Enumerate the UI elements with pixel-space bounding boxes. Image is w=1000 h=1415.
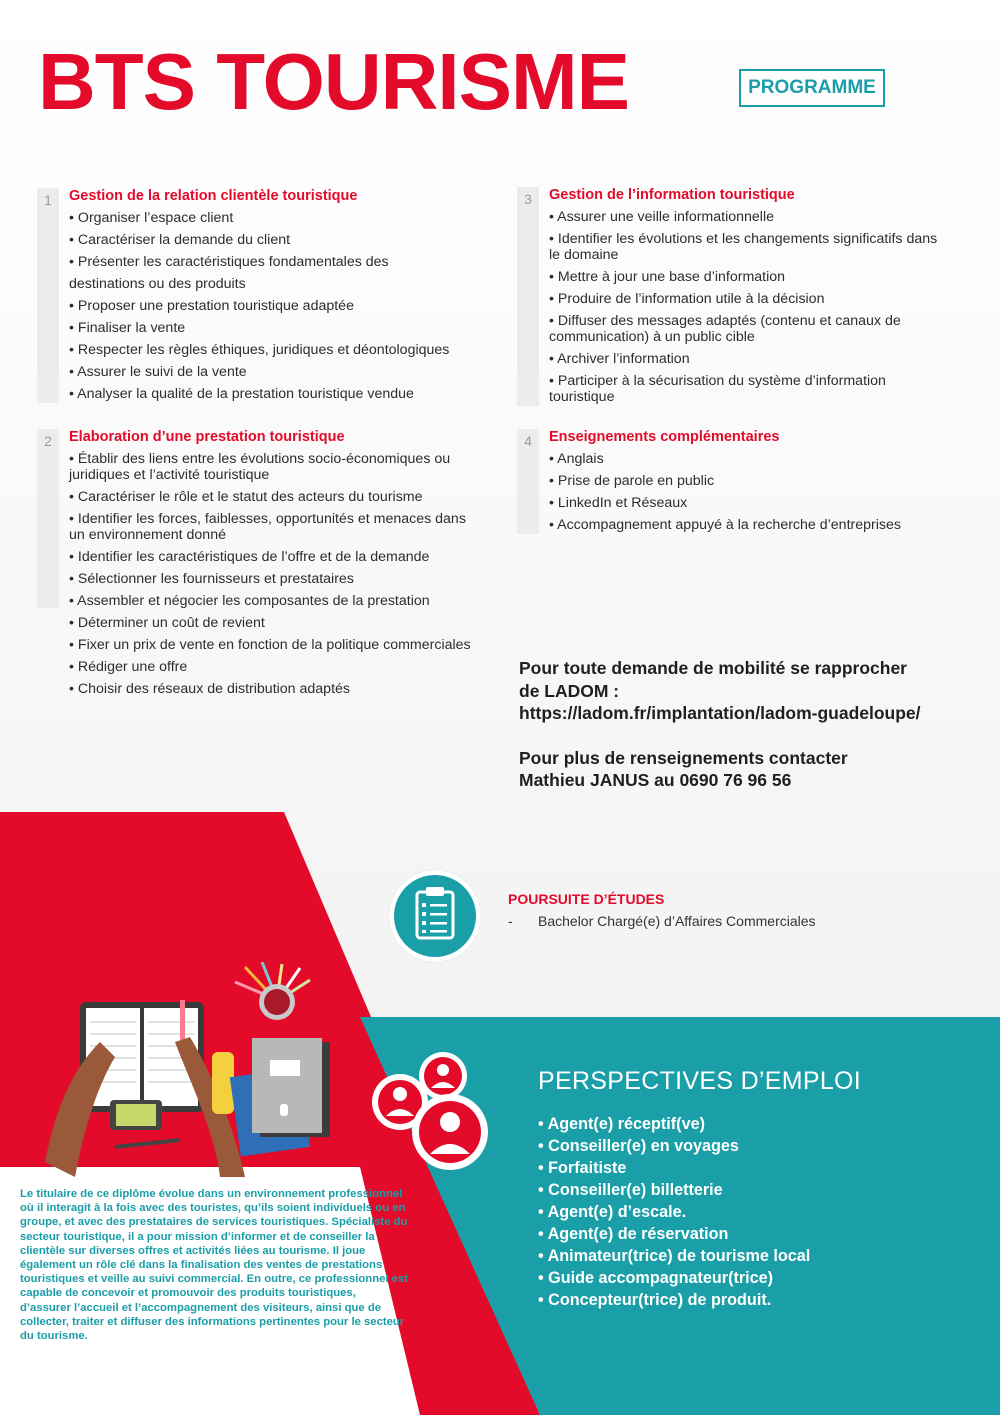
list-item: • Guide accompagnateur(trice): [538, 1269, 774, 1287]
list-item: • Accompagnement appuyé à la recherche d’entreprises: [549, 517, 901, 533]
page-title: BTS TOURISME: [38, 37, 630, 126]
folders-icon: [230, 1038, 330, 1156]
contact-spacer: [519, 725, 989, 747]
poursuite-item-label: Bachelor Chargé(e) d’Affaires Commerciales: [538, 913, 816, 929]
list-item: • Identifier les forces, faiblesses, opportunités et menaces dans un environnement donné: [69, 511, 466, 543]
list-item: • LinkedIn et Réseaux: [549, 495, 688, 511]
perspectives-list: [538, 1113, 810, 1311]
list-item: • Respecter les règles éthiques, juridiques et déontologiques: [69, 342, 450, 358]
section-3-number: 3: [524, 191, 532, 207]
list-item: • Assurer une veille informationnelle: [549, 209, 774, 225]
clipboard-icon: [389, 870, 481, 962]
section-2-number: 2: [44, 433, 52, 449]
section-2-title: Elaboration d’une prestation touristique: [69, 429, 345, 445]
section-3-title: Gestion de l’information touristique: [549, 187, 795, 203]
mobility-line-1: Pour toute demande de mobilité se rapprocher: [519, 658, 907, 678]
list-item: • Participer à la sécurisation du système d’information touristique: [549, 373, 886, 405]
desk-illustration: [30, 962, 370, 1187]
section-4-list: [517, 448, 987, 536]
list-item: • Présenter les caractéristiques fondamentales des destinations ou des produits: [69, 254, 389, 292]
section-4: [517, 429, 987, 536]
mobility-line-2: de LADOM :: [519, 680, 620, 701]
poursuite-dash: -: [508, 913, 513, 929]
list-item: • Identifier les caractéristiques de l’offre et de la demande: [69, 549, 430, 565]
list-item: • Assembler et négocier les composantes de la prestation: [69, 593, 430, 609]
clipboard-icon-glyph: [389, 870, 481, 962]
list-item: • Anglais: [549, 451, 604, 467]
section-4-title: Enseignements complémentaires: [549, 429, 780, 445]
perspectives-title: PERSPECTIVES D’EMPLOI: [538, 1067, 862, 1095]
poursuite-item: [508, 913, 816, 929]
list-item: • Assurer le suivi de la vente: [69, 364, 247, 380]
list-item: • Sélectionner les fournisseurs et prestataires: [69, 571, 354, 587]
list-item: • Fixer un prix de vente en fonction de la politique commerciales: [69, 637, 471, 653]
list-item: • Caractériser le rôle et le statut des acteurs du tourisme: [69, 489, 423, 505]
list-item: • Finaliser la vente: [69, 320, 186, 336]
pencil-icon: [115, 1140, 180, 1147]
list-item: • Produire de l’information utile à la décision: [549, 291, 825, 307]
programme-button[interactable]: PROGRAMME: [739, 69, 885, 107]
list-item: • Établir des liens entre les évolutions socio-économiques ou juridiques et l’activité touristique: [69, 451, 451, 483]
list-item: • Prise de parole en public: [549, 473, 715, 489]
list-item: • Déterminer un coût de revient: [69, 615, 265, 631]
section-1-number: 1: [44, 192, 52, 208]
list-item: • Animateur(trice) de tourisme local: [538, 1247, 811, 1265]
list-item: • Agent(e) de réservation: [538, 1225, 729, 1243]
section-1-list: [37, 207, 507, 405]
list-item: • Organiser l’espace client: [69, 210, 234, 226]
section-3-bar: [517, 187, 539, 406]
diploma-description: Le titulaire de ce diplôme évolue dans un environnement professionnel où il interagit à la fois avec des touristes, qu’ils soient individuels ou en groupe, et avec des prestataires de services touristiques. Spécialiste du secteur touristique, il a pour mission d’informer et de conseiller la clientèle sur diverses offres et activités liées au tourisme. Il joue également un rôle clé dans la finalisation des ventes de prestations touristiques et veille au suivi commercial. En outre, ce professionnel est capable de concevoir et promouvoir des produits touristiques, d’assurer l’accueil et l’accompagnement des visiteurs, ainsi que de collecter, traiter et diffuser des informations pertinentes pour le secteur du tourisme.: [20, 1188, 408, 1343]
section-4-number: 4: [524, 433, 532, 449]
list-item: • Proposer une prestation touristique adaptée: [69, 298, 354, 314]
list-item: • Conseiller(e) en voyages: [538, 1137, 739, 1155]
section-1: [37, 188, 507, 405]
section-2: [37, 429, 507, 700]
list-item: • Archiver l’information: [549, 351, 690, 367]
list-item: • Forfaitiste: [538, 1159, 627, 1177]
section-1-bar: [37, 188, 59, 403]
list-item: • Conseiller(e) billetterie: [538, 1181, 723, 1199]
pencil-cup-icon: [235, 962, 310, 1020]
info-line-2: Mathieu JANUS au 0690 76 96 56: [519, 770, 792, 790]
section-2-list: [37, 448, 474, 700]
list-item: • Mettre à jour une base d’information: [549, 269, 786, 285]
contact-block: [519, 657, 989, 792]
people-network-icon: [370, 1050, 495, 1175]
section-2-bar: [37, 429, 59, 608]
list-item: • Diffuser des messages adaptés (contenu et canaux de communication) à un public cible: [549, 313, 901, 345]
list-item: • Rédiger une offre: [69, 659, 188, 675]
section-3: [517, 187, 987, 408]
section-3-list: [517, 206, 949, 408]
list-item: • Agent(e) réceptif(ve): [538, 1115, 705, 1133]
list-item: • Choisir des réseaux de distribution adaptés: [69, 681, 350, 697]
info-line-1: Pour plus de renseignements contacter: [519, 747, 848, 768]
list-item: • Caractériser la demande du client: [69, 232, 291, 248]
list-item: • Analyser la qualité de la prestation touristique vendue: [69, 386, 414, 402]
list-item: • Concepteur(trice) de produit.: [538, 1291, 772, 1309]
list-item: • Identifier les évolutions et les changements significatifs dans le domaine: [549, 231, 938, 263]
section-1-title: Gestion de la relation clientèle touristique: [69, 188, 358, 204]
ladom-link[interactable]: https://ladom.fr/implantation/ladom-guadeloupe/: [519, 703, 921, 723]
poursuite-title: POURSUITE D’ÉTUDES: [508, 891, 665, 907]
list-item: • Agent(e) d’escale.: [538, 1203, 687, 1221]
